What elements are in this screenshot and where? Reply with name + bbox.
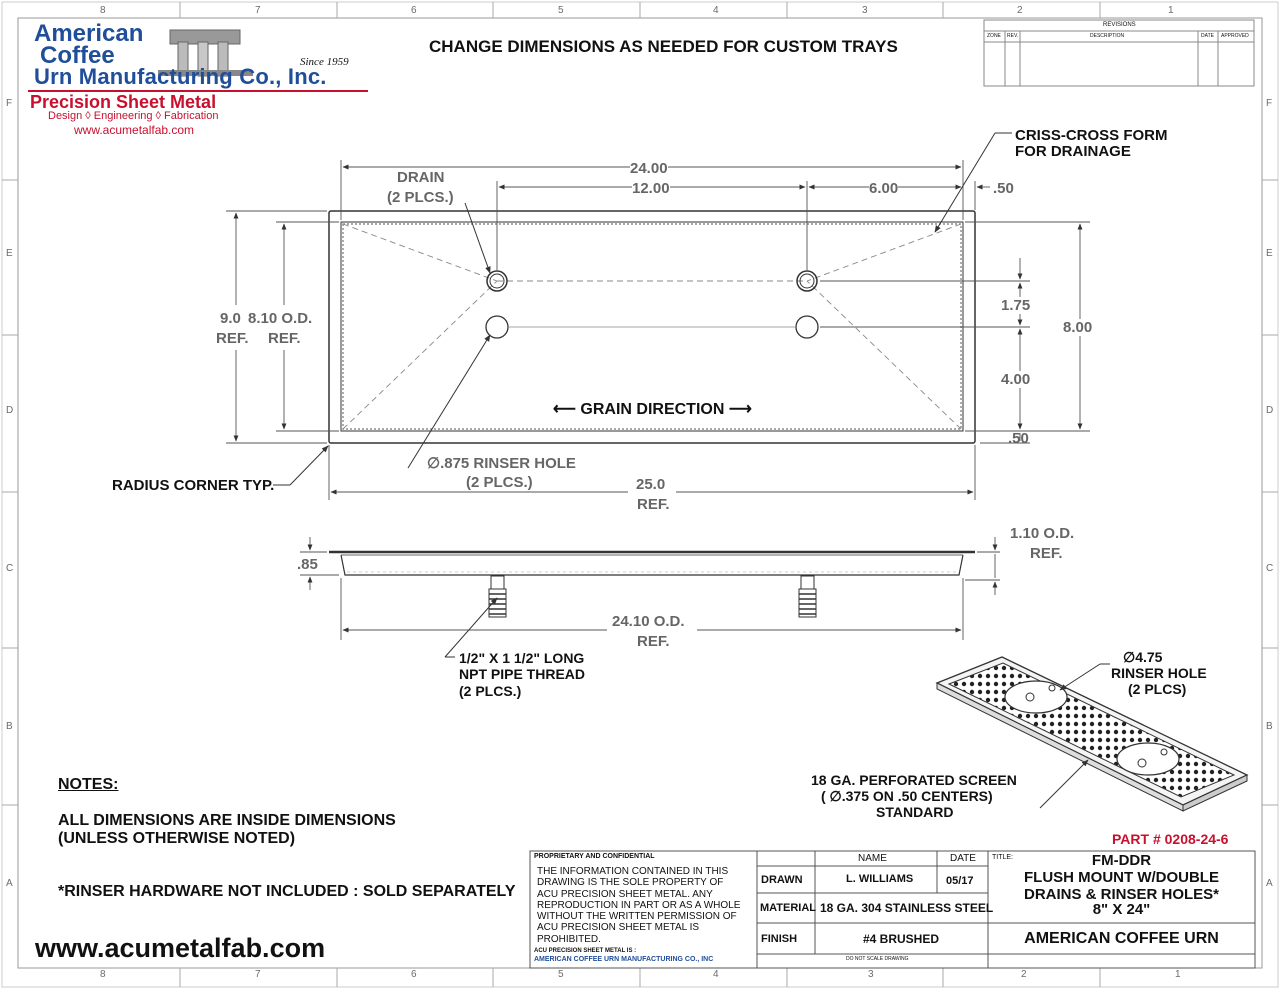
rinser-hole-label: ∅.875 RINSER HOLE (427, 455, 576, 472)
row-right-b: B (1266, 721, 1273, 732)
proprietary-line: WITHOUT THE WRITTEN PERMISSION OF (537, 911, 737, 923)
grain-direction: ⟵ GRAIN DIRECTION ⟶ (553, 401, 752, 418)
screen-label-3: STANDARD (876, 804, 954, 820)
notes-line-1: ALL DIMENSIONS ARE INSIDE DIMENSIONS (58, 812, 396, 829)
proprietary-line: DRAWING IS THE SOLE PROPERTY OF (537, 877, 724, 889)
company-logo (28, 18, 373, 140)
proprietary-line: ACU PRECISION SHEET METAL IS (537, 922, 700, 934)
proprietary-heading: PROPRIETARY AND CONFIDENTIAL (534, 853, 655, 860)
rinser-hole-qty: (2 PLCS.) (466, 474, 533, 491)
do-not-scale: DO NOT SCALE DRAWING (846, 956, 909, 962)
thread-label-2: NPT PIPE THREAD (459, 666, 586, 682)
drawing-title (988, 852, 1255, 916)
logo-line-american: American (34, 20, 144, 47)
revisions-title: REVISIONS (1103, 22, 1136, 28)
logo-url[interactable]: www.acumetalfab.com (74, 123, 195, 137)
zone-bottom-4: 4 (713, 969, 719, 980)
name-header: NAME (858, 853, 887, 864)
dim-25-0-ref: REF. (637, 496, 670, 513)
dim-24-10-od: 24.10 O.D. (612, 613, 685, 630)
logo-line-coffee: Coffee (40, 42, 115, 69)
dim-1-10-od: 1.10 O.D. (1010, 525, 1075, 542)
row-right-c: C (1266, 563, 1274, 574)
row-right-a: A (1266, 878, 1273, 889)
zone-top-8: 8 (100, 5, 106, 16)
iso-rinser-3: (2 PLCS) (1128, 681, 1187, 697)
revisions-col-description: DESCRIPTION (1090, 33, 1125, 39)
drawing-title-line-3: DRAINS & RINSER HOLES* (1023, 886, 1220, 903)
thread-label-1: 1/2" X 1 1/2" LONG (459, 650, 585, 666)
dim-4-00: 4.00 (1001, 371, 1031, 388)
zone-bottom-5: 5 (558, 969, 564, 980)
drain-label: DRAIN (397, 169, 445, 186)
custom-trays-note: CHANGE DIMENSIONS AS NEEDED FOR CUSTOM TRAYS (429, 37, 898, 56)
dim-24-10-ref: REF. (637, 633, 670, 650)
website-url[interactable]: www.acumetalfab.com (35, 933, 326, 963)
zone-bottom-2: 2 (1021, 969, 1027, 980)
notes-line-2: (UNLESS OTHERWISE NOTED) (58, 830, 296, 847)
dim-0-50-bottom: .50 (1008, 430, 1029, 447)
row-left-d: D (6, 405, 14, 416)
zone-top-5: 5 (558, 5, 564, 16)
dim-8-10-ref: REF. (268, 330, 301, 347)
dim-6-00: 6.00 (869, 180, 899, 197)
zone-bottom-7: 7 (255, 969, 261, 980)
row-left-f: F (6, 98, 13, 109)
screen-label-2: ( ∅.375 ON .50 CENTERS) (821, 788, 993, 804)
zone-bottom-3: 3 (868, 969, 874, 980)
finish-label: FINISH (761, 933, 798, 945)
dim-9-0: 9.0 (220, 310, 241, 327)
acu-company: AMERICAN COFFEE URN MANUFACTURING CO., INC (534, 956, 714, 963)
drawing-title-line-4: 8" X 24" (1092, 901, 1151, 918)
zone-top-7: 7 (255, 5, 261, 16)
side-view (329, 552, 975, 617)
proprietary-text (537, 866, 740, 945)
logo-tagline: Precision Sheet Metal (30, 92, 217, 112)
notes-heading: NOTES: (58, 776, 119, 793)
zone-top-1: 1 (1168, 5, 1174, 16)
revisions-col-approved: APPROVED (1221, 33, 1249, 39)
iso-rinser-1: ∅4.75 (1123, 649, 1163, 665)
drawing-title-line-2: FLUSH MOUNT W/DOUBLE (1024, 869, 1219, 886)
row-right-f: F (1266, 98, 1273, 109)
screen-label-1: 18 GA. PERFORATED SCREEN (811, 772, 1017, 788)
criss-cross-label-1: CRISS-CROSS FORM (1015, 127, 1168, 144)
dim-8-00: 8.00 (1063, 319, 1093, 336)
material-value: 18 GA. 304 STAINLESS STEEL (820, 901, 994, 915)
row-left-e: E (6, 248, 13, 259)
drawn-label: DRAWN (761, 874, 803, 886)
zone-top-2: 2 (1017, 5, 1023, 16)
iso-rinser-2: RINSER HOLE (1111, 665, 1207, 681)
revisions-col-rev: REV. (1007, 33, 1019, 39)
dim-12-00: 12.00 (632, 180, 670, 197)
dim-0-50-top: .50 (993, 180, 1014, 197)
title-label: TITLE: (992, 854, 1014, 861)
drawn-name: L. WILLIAMS (846, 873, 914, 885)
criss-cross-label-2: FOR DRAINAGE (1015, 143, 1131, 160)
thread-label-3: (2 PLCS.) (459, 683, 522, 699)
zone-top-4: 4 (713, 5, 719, 16)
date-header: DATE (950, 853, 976, 864)
drain-qty: (2 PLCS.) (387, 189, 454, 206)
row-right-d: D (1266, 405, 1274, 416)
proprietary-line: REPRODUCTION IN PART OR AS A WHOLE (537, 899, 741, 911)
dim-1-10-ref: REF. (1030, 545, 1063, 562)
revisions-col-zone: ZONE (987, 33, 1001, 39)
company-name: AMERICAN COFFEE URN (1024, 930, 1219, 947)
notes-line-3: *RINSER HARDWARE NOT INCLUDED : SOLD SEPARATELY (58, 883, 516, 900)
acu-is-label: ACU PRECISION SHEET METAL IS : (534, 948, 637, 954)
proprietary-line: PROHIBITED. (537, 933, 601, 945)
drawing-title-line-1: FM-DDR (1091, 852, 1152, 869)
dim-0-85: .85 (297, 556, 318, 573)
row-left-a: A (6, 878, 13, 889)
dim-8-10-od: 8.10 O.D. (248, 310, 313, 327)
zone-top-6: 6 (411, 5, 417, 16)
proprietary-line: THE INFORMATION CONTAINED IN THIS (537, 866, 729, 877)
dim-25-0: 25.0 (636, 476, 666, 493)
drawn-date: 05/17 (946, 875, 974, 887)
revision-table-lines (984, 20, 1254, 86)
logo-services: Design ◊ Engineering ◊ Fabrication (48, 110, 219, 122)
part-number: PART # 0208-24-6 (1112, 831, 1229, 847)
row-left-c: C (6, 563, 14, 574)
finish-value: #4 BRUSHED (863, 932, 940, 946)
radius-corner-label: RADIUS CORNER TYP. (112, 477, 275, 494)
zone-bottom-1: 1 (1175, 969, 1181, 980)
dim-1-75: 1.75 (1001, 297, 1031, 314)
zone-bottom-8: 8 (100, 969, 106, 980)
logo-since: Since 1959 (300, 56, 349, 68)
row-right-e: E (1266, 248, 1273, 259)
proprietary-line: ACU PRECISION SHEET METAL. ANY (537, 888, 713, 900)
revisions-col-date: DATE (1201, 33, 1214, 39)
row-left-b: B (6, 721, 13, 732)
dim-24-00: 24.00 (630, 160, 668, 177)
logo-line-urn: Urn Manufacturing Co., Inc. (34, 64, 327, 89)
zone-bottom-6: 6 (411, 969, 417, 980)
dim-9-0-ref: REF. (216, 330, 249, 347)
zone-top-3: 3 (862, 5, 868, 16)
material-label: MATERIAL (760, 902, 817, 914)
